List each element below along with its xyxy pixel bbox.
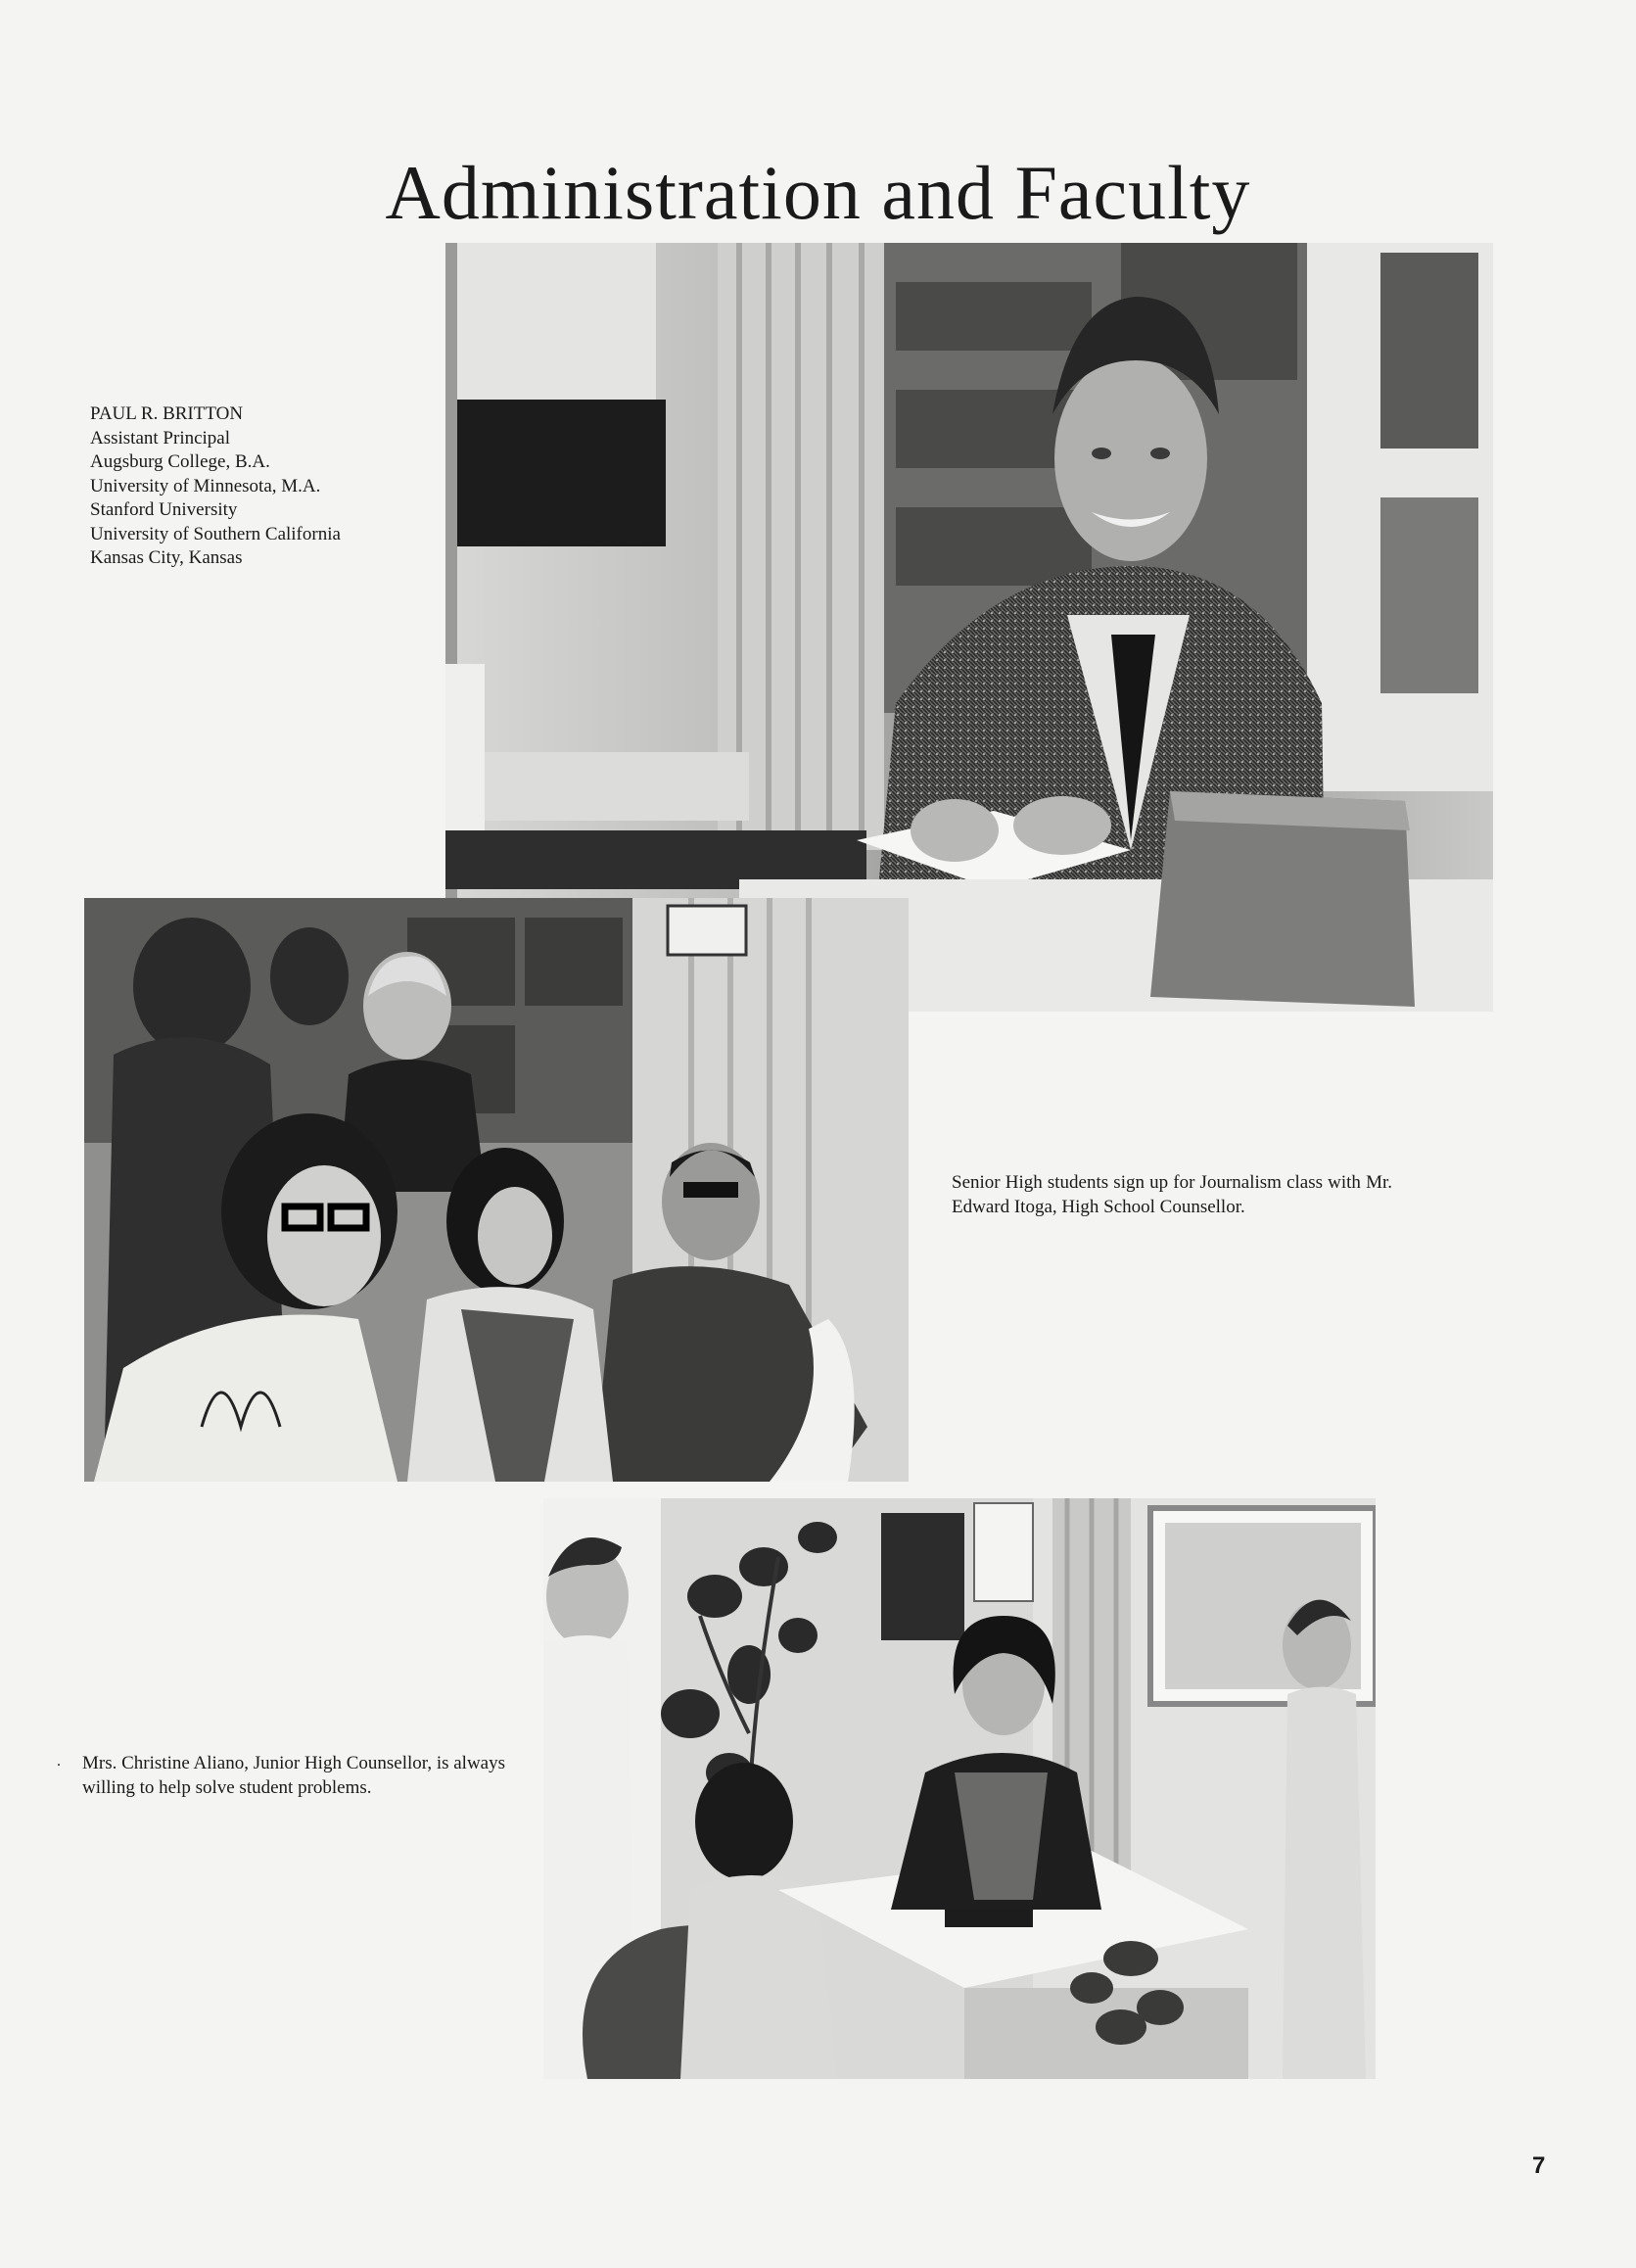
- bio-degree-2: University of Minnesota, M.A.: [90, 475, 321, 496]
- photo-assistant-principal: [445, 243, 1493, 1012]
- photo-junior-high-counsellor-image: [543, 1498, 1376, 2079]
- bio-school-4: University of Southern California: [90, 523, 341, 544]
- caption-counsellor: Mrs. Christine Aliano, Junior High Counsellor, is always willing to help solve student problems.: [82, 1753, 505, 1798]
- page-title: Administration and Faculty: [385, 150, 1251, 236]
- bio-degree-1: Augsburg College, B.A.: [90, 451, 270, 472]
- photo-junior-high-counsellor: [543, 1498, 1376, 2079]
- photo-journalism-signup-image: [84, 898, 909, 1482]
- photo-journalism-signup: [84, 898, 909, 1482]
- bio-name: PAUL R. BRITTON: [90, 403, 244, 424]
- page-number: 7: [1532, 2152, 1546, 2179]
- caption-journalism: Senior High students sign up for Journalism class with Mr. Edward Itoga, High School Counsellor.: [952, 1172, 1392, 1217]
- bullet-mark: .: [57, 1753, 61, 1770]
- photo-assistant-principal-image: [445, 243, 1493, 1012]
- bio-hometown: Kansas City, Kansas: [90, 547, 243, 568]
- bio-block: [90, 402, 443, 571]
- bio-title: Assistant Principal: [90, 427, 231, 449]
- bio-school-3: Stanford University: [90, 499, 238, 520]
